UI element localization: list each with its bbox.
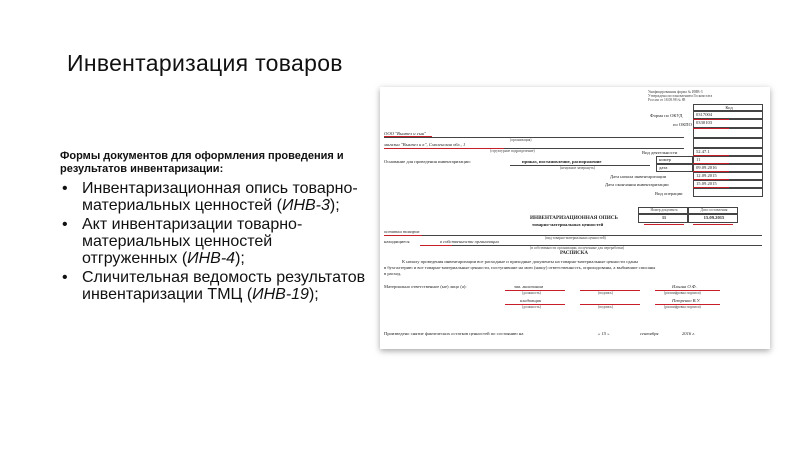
doc-number-header: Номер документа: [638, 207, 688, 214]
red-underline: [693, 119, 729, 120]
form-code: ИНВ-3: [282, 197, 330, 214]
number-label: номер: [656, 156, 693, 164]
doc-date-value: 15.09.2015: [688, 214, 738, 223]
responsible-name: Ильина О.Ф.: [672, 284, 697, 289]
red-underline: [505, 290, 565, 291]
bullet-icon: •: [62, 216, 68, 233]
red-underline: [580, 304, 640, 305]
removal-month: сентября: [640, 331, 659, 336]
located-value: в собственности организации: [440, 239, 499, 244]
red-underline: [384, 136, 432, 137]
bullet-icon: •: [62, 269, 68, 286]
okud-label: Форма по ОКУД: [650, 113, 683, 118]
list-item-tail: );: [329, 197, 340, 214]
red-underline: [693, 224, 733, 225]
red-underline: [384, 235, 422, 236]
start-date-value: 12.09.2015: [693, 172, 763, 180]
responsible-position: зав. магазином: [514, 284, 544, 289]
start-date-label: Дата начала инвентаризации: [610, 174, 667, 179]
receipt-text: в расход.: [384, 271, 402, 276]
empty-cell: [693, 138, 763, 148]
empty-cell: [693, 188, 763, 197]
organization-name: ООО "Вымпел и сын": [384, 131, 427, 136]
field-caption: (подпись): [598, 291, 613, 295]
field-caption: (должность): [522, 305, 541, 309]
list-item: [60, 269, 370, 303]
field-caption: (расшифровка подписи): [664, 305, 701, 309]
end-date-label: Дата окончания инвентаризации: [605, 182, 669, 187]
document-forms-list: [60, 180, 370, 305]
number-value: 11: [693, 156, 763, 164]
doc-date-header: Дата составления: [688, 207, 738, 214]
okpo-value: 0330103: [693, 119, 763, 128]
list-item-text: Сличительная ведомость результатов инвентаризации ТМЦ (: [82, 269, 366, 303]
field-caption: (структурное подразделение): [490, 149, 535, 153]
red-underline: [693, 155, 729, 156]
red-underline: [693, 163, 729, 164]
empty-cell: [693, 128, 763, 138]
field-caption: (ненужное зачеркнуть): [560, 166, 596, 170]
date-label: дата: [656, 164, 693, 172]
form-title: ИНВЕНТАРИЗАЦИОННАЯ ОПИСЬ: [530, 215, 618, 221]
removal-year: 2016 г.: [682, 331, 696, 336]
located-label: находящиеся: [384, 239, 410, 244]
goods-type: остатки товаров: [384, 229, 420, 234]
red-underline: [505, 304, 565, 305]
removal-day: « 15 »: [598, 331, 610, 336]
form-code: ИНВ-4: [187, 250, 236, 267]
red-underline: [655, 304, 720, 305]
list-item: [60, 216, 370, 267]
divider: [384, 137, 684, 138]
doc-number-value: 11: [638, 214, 688, 223]
field-caption: (вид товарно-материальных ценностей): [545, 236, 606, 240]
red-underline: [693, 187, 729, 188]
responsible-label: Материально ответственное (ые) лицо (а):: [384, 284, 467, 289]
red-underline: [420, 245, 452, 246]
red-underline: [693, 171, 729, 172]
activity-label: Вид деятельности: [642, 150, 678, 155]
form-subtitle: товарно-материальных ценностей: [532, 222, 604, 227]
responsible-position: кладовщик: [520, 298, 542, 303]
basis-label: Основание для проведения инвентаризации:: [384, 159, 471, 164]
receipt-text: К началу проведения инвентаризации все расходные и приходные документы на товарно-материальные ценности сданы: [402, 259, 638, 264]
responsible-name: Петренко В.У.: [672, 298, 701, 303]
okpo-label: по ОКПО: [673, 122, 692, 127]
list-item-tail: );: [308, 286, 319, 303]
form-header-line: России от 18.08.98 № 88: [648, 98, 686, 102]
red-underline: [693, 128, 729, 129]
operation-label: Вид операции: [655, 191, 683, 196]
field-caption: (в собственности организации, полученные для переработки): [530, 246, 625, 250]
division-name: магазин "Вымпел и к", Смоленская обл., 1: [384, 142, 466, 147]
form-code: ИНВ-19: [252, 286, 309, 303]
end-date-value: 15.09.2015: [693, 180, 763, 188]
receipt-text: в бухгалтерию и все товарно-материальные ценности, поступившие на мою (нашу) ответственность, оприходованы, а выбывшие списаны: [384, 265, 656, 270]
form-header-line: Утверждена постановлением Госкомстата: [648, 94, 713, 98]
red-underline: [644, 224, 684, 225]
slide-subtitle: Формы документов для оформления проведения и результатов инвентаризации:: [60, 150, 344, 175]
code-header: Код: [693, 104, 763, 111]
red-underline: [580, 290, 640, 291]
field-caption: (расшифровка подписи): [664, 291, 701, 295]
list-item-tail: );: [235, 250, 245, 267]
okud-value: 0317004: [693, 111, 763, 119]
red-underline: [655, 290, 720, 291]
field-caption: (должность): [522, 291, 541, 295]
date-value: 09.09.2016: [693, 164, 763, 172]
form-header-line: Унифицированная форма № ИНВ-3: [648, 90, 703, 94]
list-item-text: Инвентаризационная опись товарно-материальных ценностей (: [82, 180, 358, 214]
receipt-title: РАСПИСКА: [560, 251, 589, 256]
list-item: [60, 180, 370, 214]
removal-label: Произведено снятие фактических остатков ценностей по состоянию на: [384, 331, 524, 336]
field-caption: (подпись): [598, 305, 613, 309]
activity-value: 52.47.1: [693, 148, 763, 156]
basis-value: приказ, постановление, распоряжение: [522, 159, 602, 164]
bullet-icon: •: [62, 180, 68, 197]
slide-title: Инвентаризация товаров: [67, 50, 343, 76]
list-item-text: Акт инвентаризации товарно-материальных ценностей отгруженных (: [82, 216, 303, 267]
red-underline: [384, 148, 504, 149]
field-caption: (организация): [510, 138, 532, 142]
red-underline: [693, 179, 729, 180]
inv3-form-image: [380, 87, 770, 349]
